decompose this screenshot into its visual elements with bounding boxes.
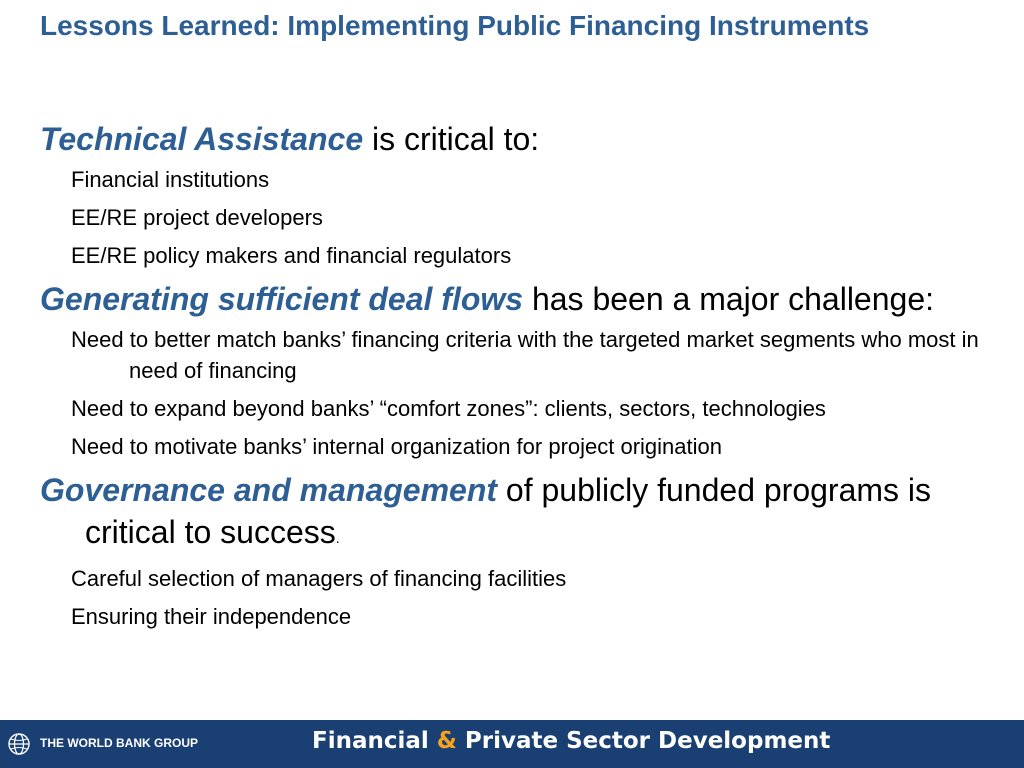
bullet-item: Need to better match banks’ financing criteria with the targeted market segments who most in need of financing	[71, 327, 979, 383]
world-bank-group-logo-text: THE WORLD BANK GROUP	[40, 736, 198, 750]
bullet-item: Ensuring their independence	[71, 604, 352, 629]
section-heading-emphasis: Technical Assistance	[40, 121, 364, 157]
bullet-item: Need to expand beyond banks’ “comfort zones”: clients, sectors, technologies	[71, 396, 826, 421]
slide-body	[40, 118, 1000, 639]
section-deal-flows	[40, 278, 1000, 320]
section-heading-emphasis: Governance and management	[40, 472, 498, 508]
unit-name-ampersand: &	[436, 728, 457, 754]
section-governance	[40, 469, 1000, 559]
section-heading-text: of publicly funded programs is critical to success	[85, 472, 932, 550]
bullet-item: Need to motivate banks’ internal organization for project origination	[71, 434, 722, 459]
section-heading-text: is critical to:	[363, 121, 540, 157]
bullet-item: EE/RE policy makers and financial regulators	[71, 243, 512, 268]
unit-name-part2: Private Sector Development	[456, 728, 831, 754]
bullet-item: Careful selection of managers of financing facilities	[71, 566, 567, 591]
footer-bar	[0, 720, 1024, 768]
section-technical-assistance	[40, 118, 1000, 160]
bullet-item: EE/RE project developers	[71, 205, 323, 230]
unit-name-part1: Financial	[312, 728, 437, 754]
section-heading-text: has been a major challenge:	[523, 281, 934, 317]
slide-title: Lessons Learned: Implementing Public Financing Instruments	[40, 10, 870, 41]
bullet-item: Financial institutions	[71, 167, 270, 192]
world-bank-globe-icon	[8, 733, 30, 755]
section-heading-emphasis: Generating sufficient deal flows	[40, 281, 524, 317]
section-heading-period: .	[335, 530, 340, 546]
unit-name	[312, 728, 830, 754]
